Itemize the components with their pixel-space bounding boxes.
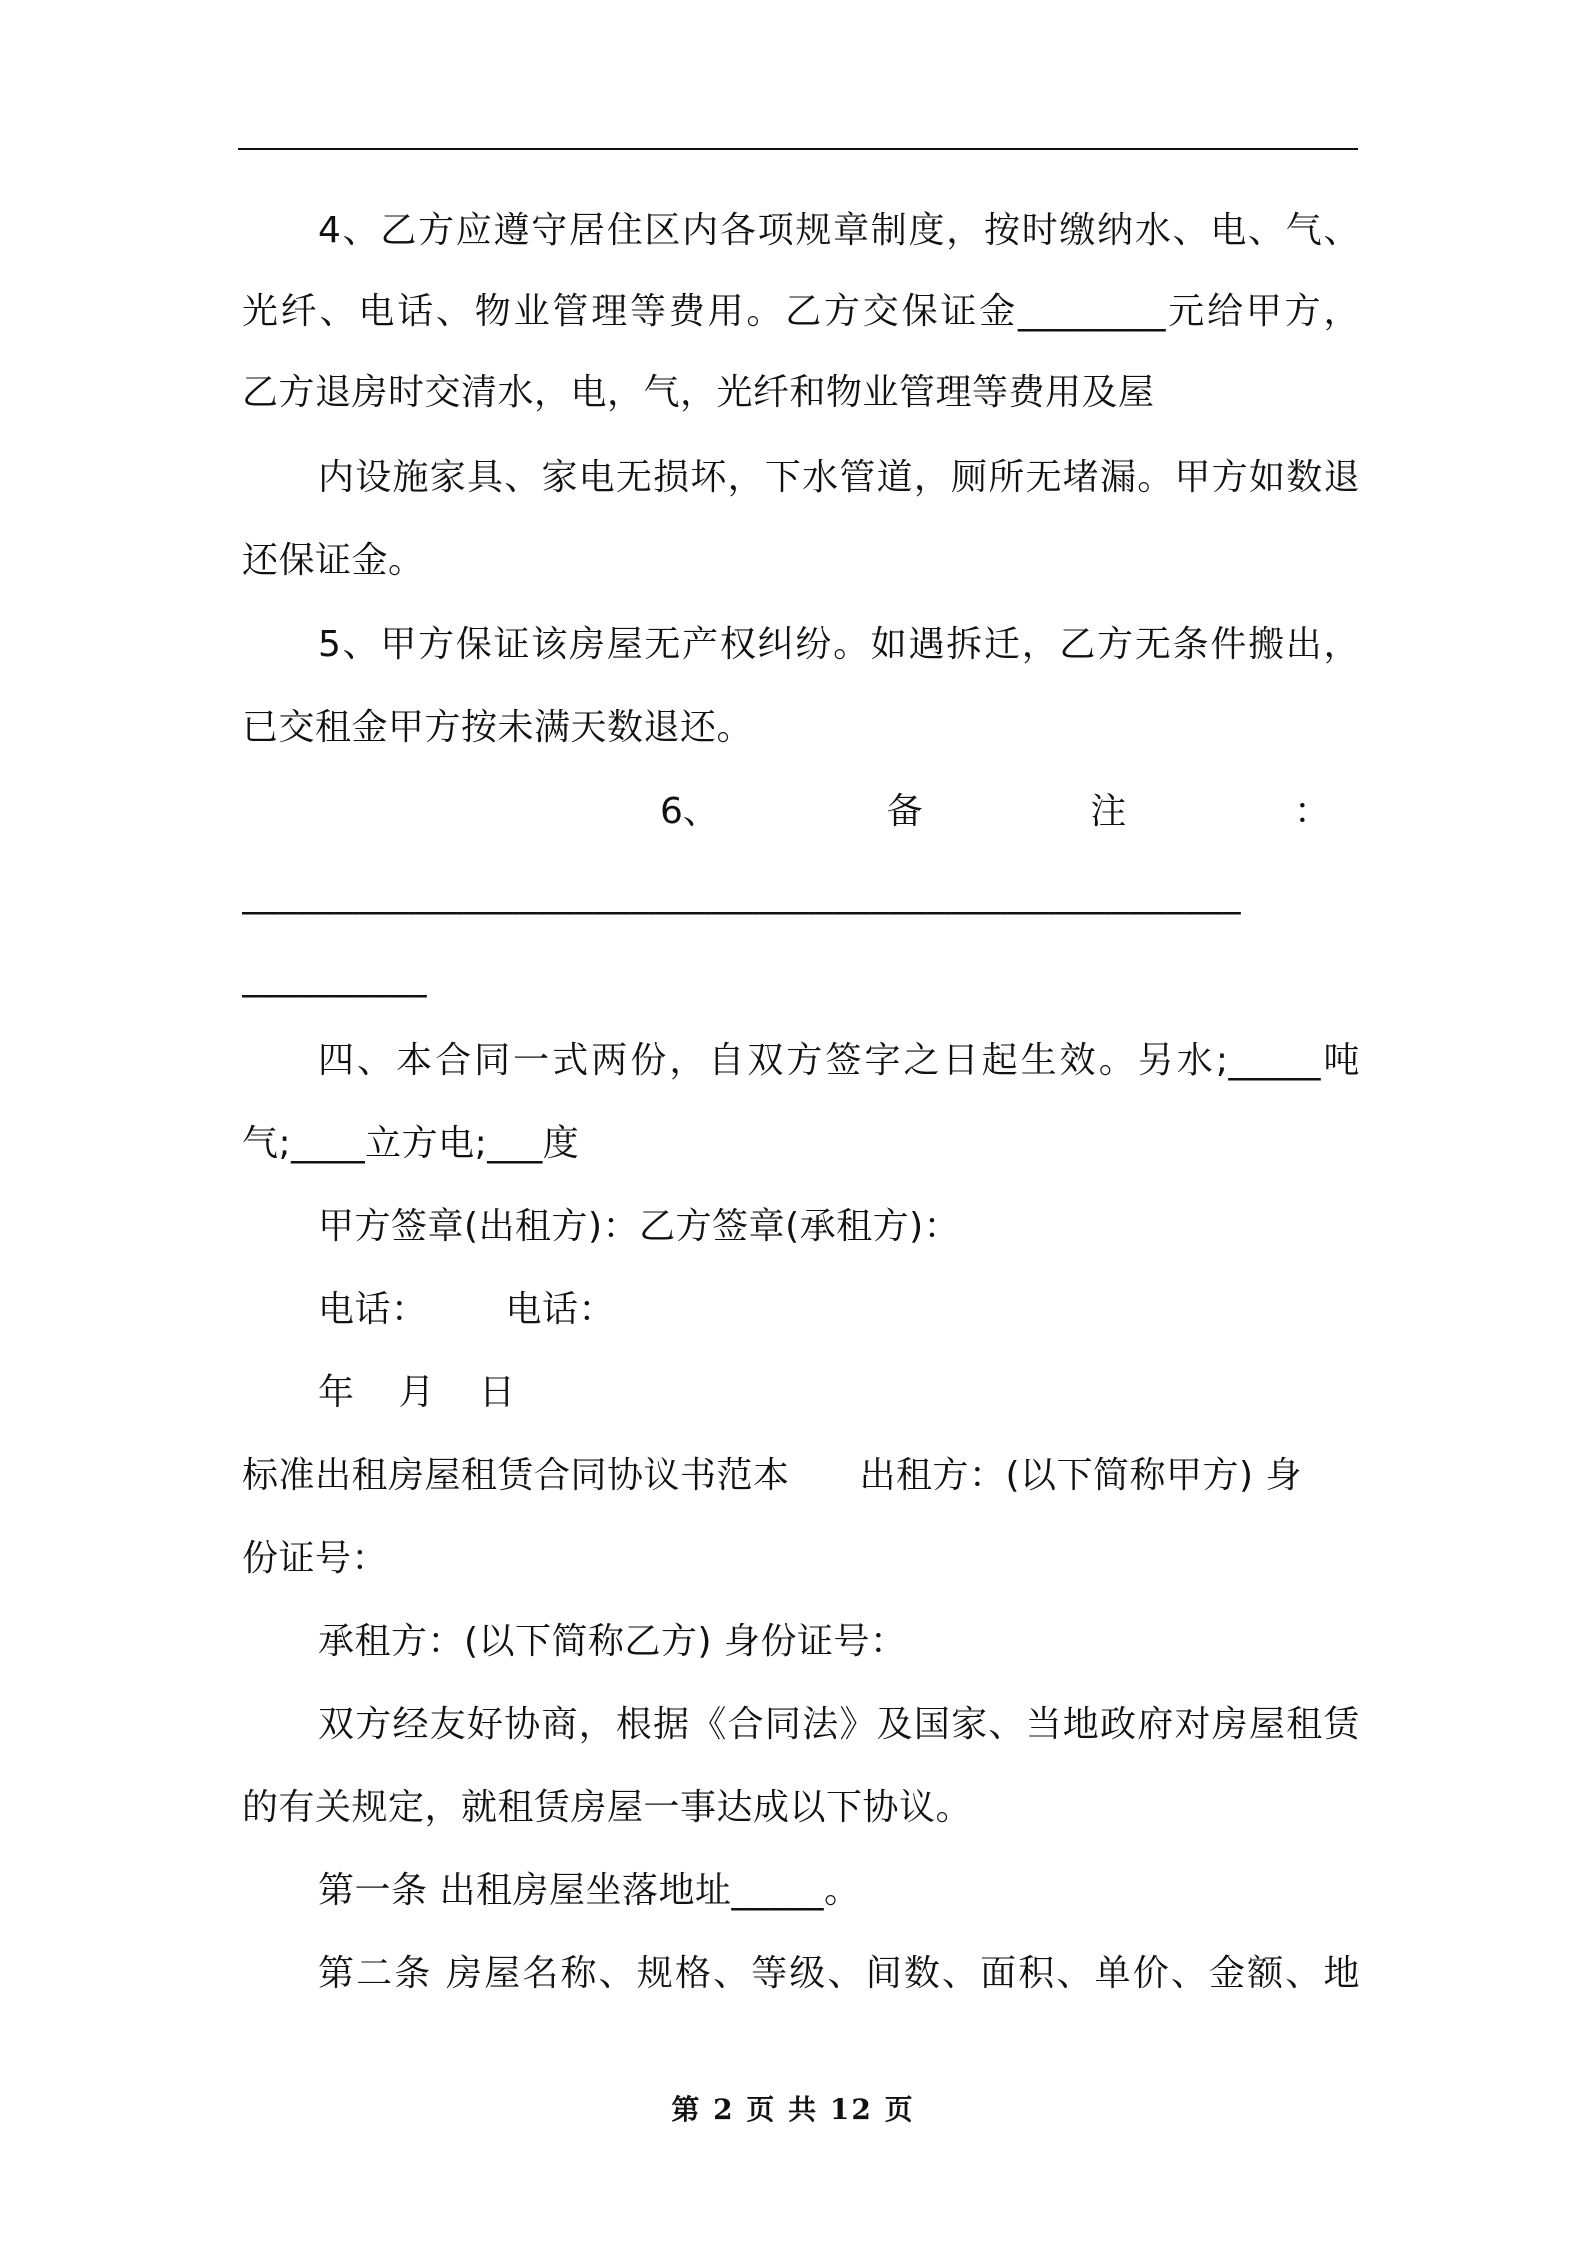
paragraph-line: 四、本合同一式两份，自双方签字之日起生效。另水;_____吨 — [318, 1040, 1360, 1081]
paragraph-line: 气;____立方电;___度 — [242, 1123, 580, 1164]
date-line — [318, 1371, 1360, 1415]
lessor-label: 出租方：(以下简称甲方) 身 — [859, 1455, 1303, 1496]
remarks-number: 6、 — [660, 791, 719, 832]
phone-label: 电话： — [505, 1289, 616, 1330]
paragraph-line: 4、乙方应遵守居住区内各项规章制度，按时缴纳水、电、气、 — [318, 210, 1360, 251]
remarks-char: 备 — [886, 791, 923, 832]
remarks-blank-line: ______________________________________________________ — [242, 874, 1241, 915]
contract-title: 标准出租房屋租赁合同协议书范本 — [242, 1455, 790, 1496]
paragraph-line: 承租方：(以下简称乙方) 身份证号： — [318, 1621, 907, 1662]
date-day: 日 — [479, 1372, 516, 1413]
paragraph-line: 还保证金。 — [242, 540, 425, 581]
signature-line: 甲方签章(出租方)：乙方签章(承租方)： — [318, 1206, 961, 1247]
paragraph-line: 5、甲方保证该房屋无产权纠纷。如遇拆迁，乙方无条件搬出， — [318, 624, 1360, 665]
paragraph-line: 内设施家具、家电无损坏，下水管道，厕所无堵漏。甲方如数退 — [318, 457, 1360, 498]
phone-label: 电话： — [318, 1289, 428, 1330]
page-number-footer: 第 2 页 共 12 页 — [671, 2093, 915, 2126]
title-line — [242, 1454, 1360, 1498]
remarks-char: 注 — [1090, 791, 1127, 832]
header-rule — [238, 148, 1358, 150]
article-line: 第二条 房屋名称、规格、等级、间数、面积、单价、金额、地 — [318, 1953, 1360, 1994]
date-month: 月 — [398, 1372, 436, 1413]
paragraph-line: 光纤、电话、物业管理等费用。乙方交保证金________元给甲方， — [242, 291, 1360, 332]
phone-line — [318, 1288, 1360, 1332]
date-year: 年 — [318, 1372, 355, 1413]
remarks-blank-line: __________ — [242, 957, 427, 998]
paragraph-line: 已交租金甲方按未满天数退还。 — [242, 707, 754, 748]
paragraph-line: 份证号： — [242, 1538, 389, 1579]
paragraph-line: 双方经友好协商，根据《合同法》及国家、当地政府对房屋租赁 — [318, 1704, 1360, 1745]
paragraph-line: 的有关规定，就租赁房屋一事达成以下协议。 — [242, 1787, 973, 1828]
remarks-colon: ： — [1293, 791, 1330, 832]
paragraph-line: 乙方退房时交清水，电，气，光纤和物业管理等费用及屋 — [242, 372, 1155, 413]
article-line: 第一条 出租房屋坐落地址_____。 — [318, 1870, 861, 1911]
remarks-heading — [660, 790, 1330, 834]
